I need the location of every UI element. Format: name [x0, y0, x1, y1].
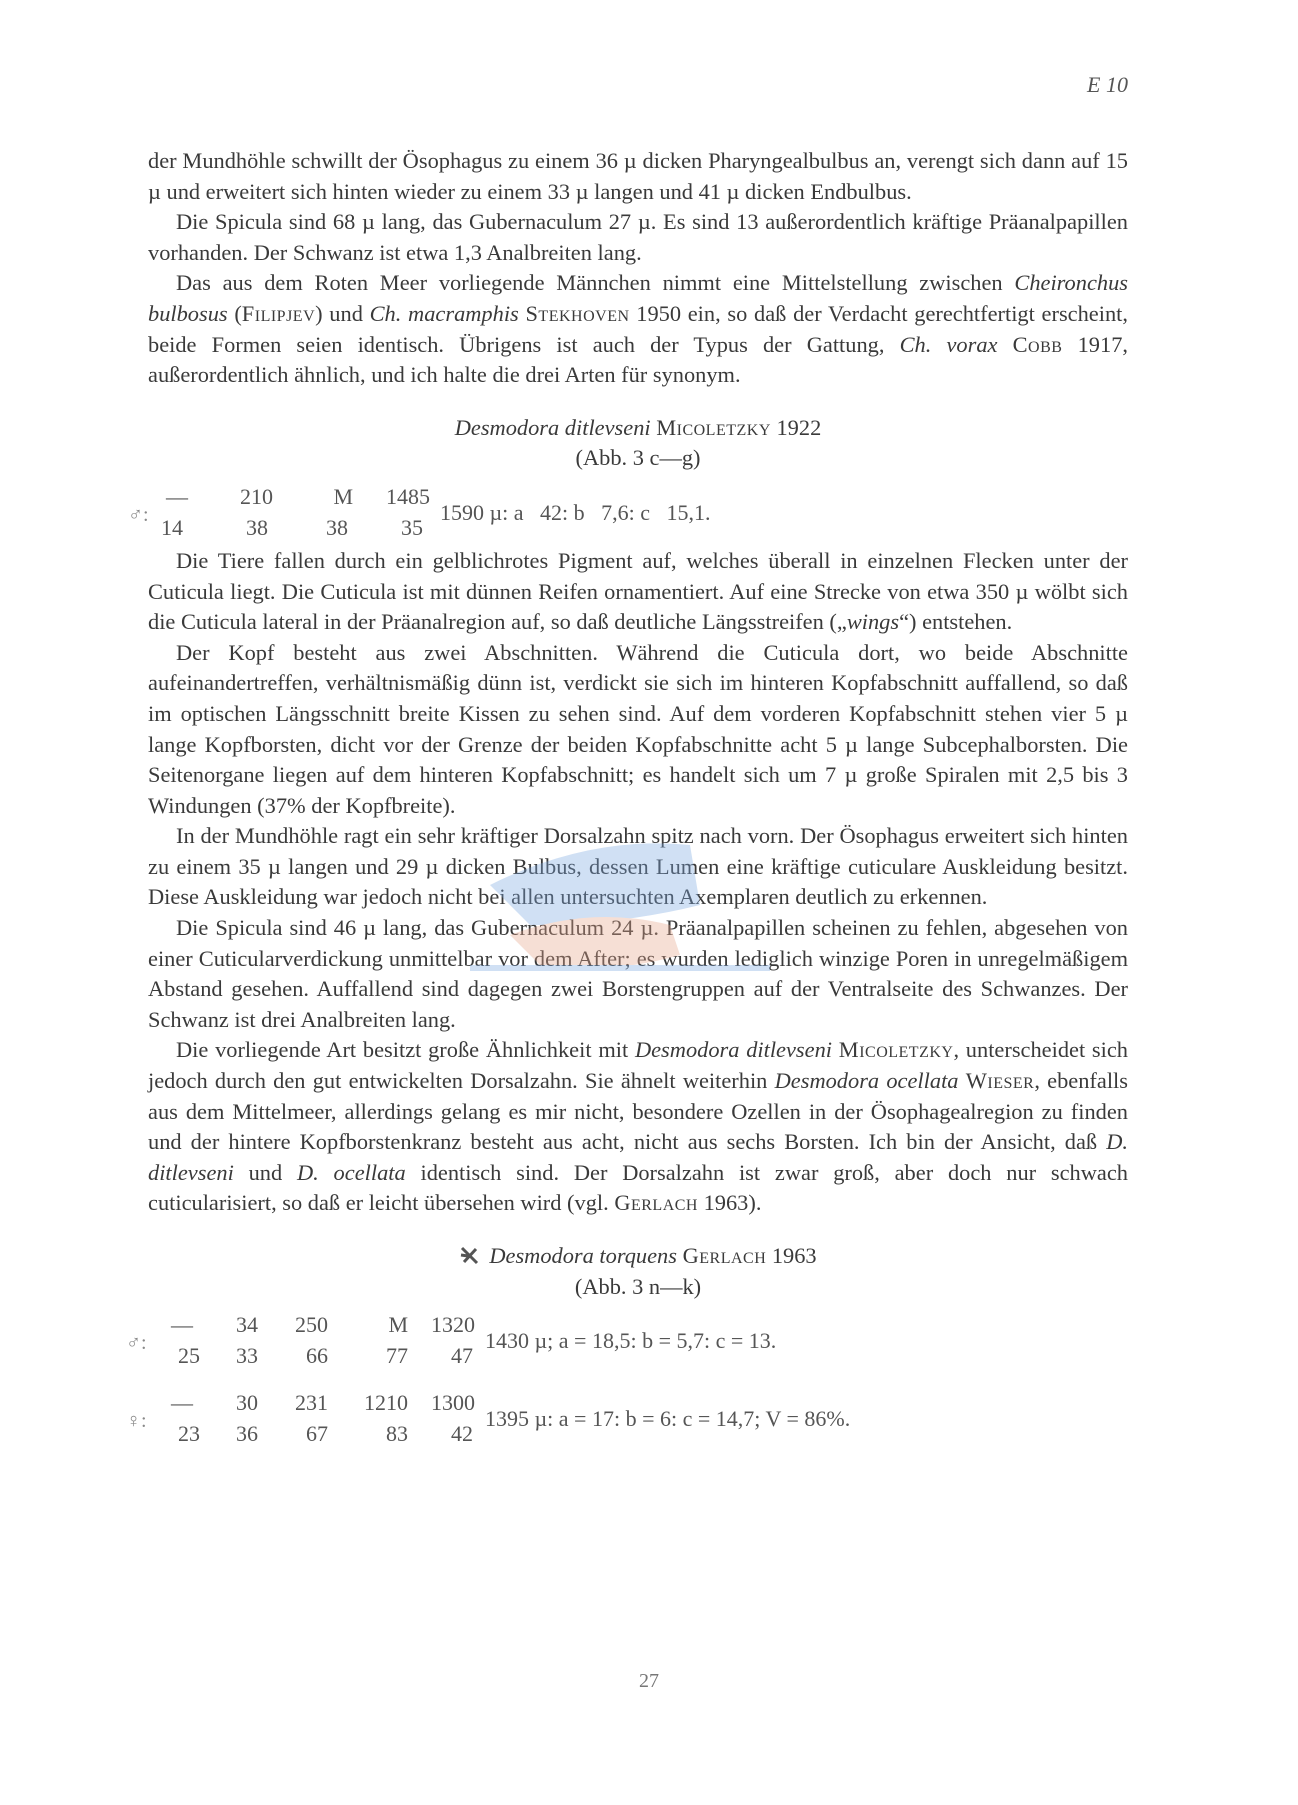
male-symbol: ♂:: [126, 1332, 147, 1355]
paragraph: In der Mundhöhle ragt ein sehr kräftiger Dorsalzahn spitz nach vorn. Der Ösophagus erweitert sich hinten zu einem 35 µ langen und 29 µ dicken Bulbus, dessen Lumen eine kräftige cuticulare Auskleidung besitzt. Diese Auskleidung war jedoch nicht bei allen untersuchten Axemplaren deutlich zu erkennen.: [148, 823, 1128, 910]
formula-value: 14: [161, 514, 183, 540]
taxon-name: Ch. macramphis: [369, 300, 519, 326]
paragraph: der Mundhöhle schwillt der Ösophagus zu einem 36 µ dicken Pharyngealbulbus an, verengt sich dann auf 15 µ und erweitert sich hinten wieder zu einem 33 µ langen und 41 µ dicken Endbulbus.: [148, 148, 1128, 204]
species-heading: Desmodora ditlevseni Micoletzky 1922: [454, 414, 822, 440]
male-symbol: ♂:: [128, 503, 149, 526]
body-text: [126, 146, 1129, 1452]
formula-value: 231: [295, 1390, 328, 1416]
measurement-formula: [128, 482, 1128, 546]
formula-value: 33: [236, 1343, 258, 1369]
author-name: Stekhoven: [525, 300, 630, 326]
formula-result: 1430 µ; a = 18,5: b = 5,7: c = 13.: [485, 1328, 777, 1354]
formula-value: —: [166, 483, 188, 509]
paragraph: Die Tiere fallen durch ein gelblichrotes Pigment auf, welches überall in einzelnen Flecken unter der Cuticula liegt. Die Cuticula ist mit dünnen Reifen ornamentiert. Auf eine Strecke von etwa 350 µ wölbt sich die Cuticula lateral in der Präanalregion auf, so daß deutliche Längsstreifen („wings“) entstehen.: [148, 547, 1128, 635]
formula-value: 47: [451, 1343, 473, 1369]
paragraph: Die vorliegende Art besitzt große Ähnlichkeit mit Desmodora ditlevseni Micoletzky, unterscheidet sich jedoch durch den gut entwickelten Dorsalzahn. Sie ähnelt weiterhin Desmodora ocellata Wieser, ebenfalls aus dem Mittelmeer, allerdings gelang es mir nicht, besondere Ozellen in der Ösophagealregion zu finden und der hintere Kopfborstenkranz besteht aus acht, nicht aus sechs Borsten. Ich bin der Ansicht, daß D. ditlevseni und D. ocellata identisch sind. Der Dorsalzahn ist zwar groß, aber doch nur schwach cuticularisiert, so daß er leicht übersehen wird (vgl. Gerlach 1963).: [148, 1037, 1129, 1216]
figure-reference: (Abb. 3 c—g): [575, 445, 701, 471]
taxon-name: Ch. vorax: [899, 331, 998, 357]
formula-value: 250: [295, 1312, 328, 1338]
measurement-formula-female: [126, 1388, 1128, 1452]
measurement-formula-male: [126, 1310, 1128, 1374]
paragraph: Der Kopf besteht aus zwei Abschnitten. Während die Cuticula dort, wo beide Abschnitte aufeinandertreffen, verhältnismäßig dünn ist, verdickt sie sich im hinteren Kopfabschnitt auffallend, so daß im optischen Längsschnitt breite Kissen zu sehen sind. Auf dem vorderen Kopfabschnitt stehen vier 5 µ lange Kopfborsten, dicht vor der Grenze der beiden Kopfabschnitte acht 5 µ lange Subcephalborsten. Die Seitenorgane liegen auf dem hinteren Kopfabschnitt; es handelt sich um 7 µ große Spiralen mit 2,5 bis 3 Windungen (37% der Kopfbreite).: [148, 639, 1128, 818]
formula-value: 30: [236, 1390, 258, 1416]
formula-value: 25: [178, 1343, 200, 1369]
formula-value: 35: [401, 514, 423, 540]
species-heading: Desmodora torquens Gerlach 1963: [148, 1241, 1128, 1272]
formula-value: 1320: [431, 1312, 475, 1338]
page-number: 27: [639, 1670, 659, 1692]
formula-value: 83: [386, 1421, 408, 1447]
formula-value: 1210: [364, 1390, 408, 1416]
formula-value: 36: [236, 1421, 258, 1447]
formula-value: 1485: [386, 483, 430, 509]
formula-value: 34: [236, 1312, 258, 1338]
taxon-name: Cheironchus bulbosus: [148, 270, 1128, 326]
formula-result: 1395 µ: a = 17: b = 6: c = 14,7; V = 86%.: [485, 1406, 851, 1432]
formula-value: 23: [178, 1421, 200, 1447]
formula-value: 210: [240, 483, 273, 509]
formula-value: 38: [326, 514, 348, 540]
formula-value: —: [171, 1312, 193, 1338]
formula-value: 77: [386, 1343, 408, 1369]
formula-value: 1300: [431, 1390, 475, 1416]
paragraph: Die Spicula sind 46 µ lang, das Gubernaculum 24 µ. Präanalpapillen scheinen zu fehlen, abgesehen von einer Cuticularverdickung unmittelbar vor dem After; es wurden lediglich winzige Poren in unregelmäßigem Abstand gesehen. Auffallend sind dagegen zwei Borstengruppen auf der Ventralseite des Schwanzes. Der Schwanz ist drei Analbreiten lang.: [148, 915, 1128, 1032]
paragraph: Das aus dem Roten Meer vorliegende Männchen nimmt eine Mittelstellung zwischen Cheironchus bulbosus (Filipjev) und Ch. macramphis Stekhoven 1950 ein, so daß der Verdacht gerechtfertigt erscheint, beide Formen seien identisch. Übrigens ist auch der Typus der Gattung, Ch. vorax Cobb 1917, außerordentlich ähnlich, und ich halte die drei Arten für synonym.: [148, 270, 1128, 388]
figure-reference: (Abb. 3 n—k): [574, 1273, 702, 1299]
formula-value: 66: [306, 1343, 328, 1369]
formula-value: M: [333, 483, 353, 509]
formula-value: 67: [306, 1421, 328, 1447]
author-name: Cobb: [1012, 331, 1063, 357]
author-name: Filipjev: [241, 300, 316, 326]
formula-value: —: [171, 1390, 193, 1416]
running-head: E 10: [1087, 72, 1128, 97]
female-symbol: ♀:: [126, 1410, 147, 1433]
formula-value: 42: [451, 1421, 473, 1447]
formula-result: 1590 µ: a 42: b 7,6: c 15,1.: [440, 499, 711, 525]
paragraph: Die Spicula sind 68 µ lang, das Gubernaculum 27 µ. Es sind 13 außerordentlich kräftige Präanalpapillen vorhanden. Der Schwanz ist etwa 1,3 Analbreiten lang.: [148, 209, 1128, 265]
formula-value: M: [388, 1312, 408, 1338]
pen-mark-icon: [459, 1244, 481, 1266]
formula-value: 38: [246, 514, 268, 540]
